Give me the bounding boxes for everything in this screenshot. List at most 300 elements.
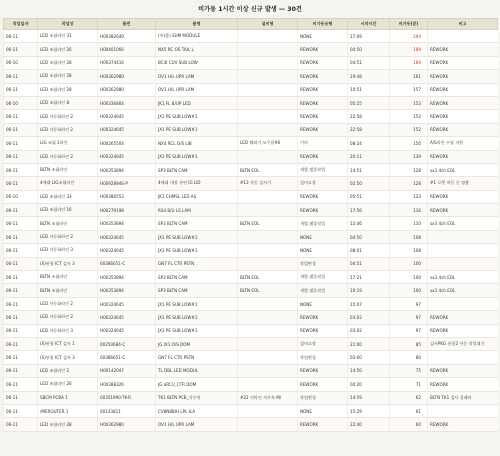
- cell-equip: #22 인라인 자우차 M/: [238, 391, 298, 404]
- cell-note: sx3 4ch EOL: [428, 271, 498, 284]
- cell-name: BC4I CUV SUB LOW: [156, 56, 238, 69]
- cell-date: 06-11: [4, 177, 38, 190]
- cell-date: 06-10: [4, 56, 38, 69]
- cell-name: NX4 RCL O/S LIB: [156, 137, 238, 150]
- cell-part: H00336804: [98, 96, 156, 109]
- cell-type: REWORK: [298, 311, 348, 324]
- table-row[interactable]: [4, 137, 498, 150]
- cell-mins: 97: [390, 297, 428, 310]
- cell-line: (S)통합 ICT 검사 3: [38, 351, 98, 364]
- cell-part: H00353894: [98, 217, 156, 230]
- cell-part: H00374416: [98, 56, 156, 69]
- cell-mins: 100: [390, 284, 428, 297]
- cell-name: GN7 FL CTR PSTN: [156, 257, 238, 270]
- cell-line: LED 조립라인 28: [38, 56, 98, 69]
- cell-type: 설비고장: [298, 337, 348, 350]
- cell-start: 14:50: [348, 364, 390, 377]
- table-row[interactable]: [4, 96, 498, 109]
- cell-type: NONE: [298, 244, 348, 257]
- cell-note: sx3 4ch EOL: [428, 217, 498, 230]
- cell-start: 15:29: [348, 404, 390, 417]
- cell-start: 05:51: [348, 190, 390, 203]
- cell-type: 작업변경: [298, 351, 348, 364]
- cell-equip: [238, 378, 298, 391]
- cell-date: 06-11: [4, 230, 38, 243]
- cell-name: JX1 PE SUB LOW#1: [156, 123, 238, 136]
- cell-mins: 97: [390, 324, 428, 337]
- cell-part: H00382649: [98, 30, 156, 43]
- cell-mins: 71: [390, 378, 428, 391]
- cell-date: 06-11: [4, 391, 38, 404]
- cell-name: JX1 PE SUB LOW#1: [156, 324, 238, 337]
- cell-type: 작업변경: [298, 257, 348, 270]
- cell-line: /MEROUTER 1: [38, 404, 98, 417]
- col-name-header[interactable]: 품명: [156, 19, 238, 30]
- cell-name: JK1 CHMSL LED AS: [156, 190, 238, 203]
- cell-mins: 61: [390, 404, 428, 417]
- cell-part: H00324645: [98, 244, 156, 257]
- cell-mins: 100: [390, 271, 428, 284]
- cell-mins: 189: [390, 43, 428, 56]
- cell-name: RS4 B/U LS LAM: [156, 204, 238, 217]
- cell-mins: 108: [390, 230, 428, 243]
- cell-equip: [238, 311, 298, 324]
- cell-equip: [238, 83, 298, 96]
- cell-type: NONE: [298, 230, 348, 243]
- cell-part: H00386553: [98, 190, 156, 203]
- cell-part: H00362980: [98, 83, 156, 96]
- cell-name: JX1 PE SUB LOW#1: [156, 110, 238, 123]
- cell-date: 06-11: [4, 70, 38, 83]
- cell-name: TL DBL LED MODUL: [156, 364, 238, 377]
- cell-line: BLTN 조립라인: [38, 163, 98, 176]
- table-row[interactable]: [4, 337, 498, 350]
- cell-part: H00324645: [98, 324, 156, 337]
- cell-type: 설비고장: [298, 177, 348, 190]
- table-row[interactable]: [4, 230, 498, 243]
- cell-note: REWORK: [428, 96, 498, 109]
- table-row[interactable]: [4, 150, 498, 163]
- cell-type: REWORK: [298, 324, 348, 337]
- cell-name: 4에대 내장 자연 IG LID: [156, 177, 238, 190]
- cell-date: 06-10: [4, 96, 38, 109]
- cell-note: 검사PKG 통합2 이동 작업대기: [428, 337, 498, 350]
- cell-start: 15:07: [348, 297, 390, 310]
- cell-note: REWORK: [428, 150, 498, 163]
- cell-part: 00351990-TK-R: [98, 391, 156, 404]
- cell-type: 개발.샘플작업: [298, 284, 348, 297]
- cell-equip: [238, 30, 298, 43]
- table-row[interactable]: [4, 83, 498, 96]
- cell-note: REWORK: [428, 364, 498, 377]
- cell-start: 04:51: [348, 257, 390, 270]
- cell-start: 20:11: [348, 150, 390, 163]
- cell-equip: BLTN EOL: [238, 284, 298, 297]
- cell-equip: [238, 150, 298, 163]
- cell-name: JX1 PE SUB LOW#1: [156, 244, 238, 257]
- cell-date: 06-11: [4, 404, 38, 417]
- cell-date: 06-11: [4, 271, 38, 284]
- cell-line: LED 조립라인 26: [38, 378, 98, 391]
- cell-note: [428, 230, 498, 243]
- cell-name: JK1 FL B/UP LED: [156, 96, 238, 109]
- cell-type: REWORK: [298, 96, 348, 109]
- cell-equip: [238, 364, 298, 377]
- cell-type: NONE: [298, 30, 348, 43]
- col-mins-header[interactable]: 비가동(분): [390, 19, 428, 30]
- cell-type: 기타: [298, 137, 348, 150]
- cell-type: REWORK: [298, 364, 348, 377]
- cell-mins: 139: [390, 150, 428, 163]
- table-row[interactable]: [4, 110, 498, 123]
- cell-part: H00324645: [98, 150, 156, 163]
- cell-start: 08:24: [348, 137, 390, 150]
- cell-line: LED 자동화라인 2: [38, 150, 98, 163]
- cell-note: REWORK: [428, 56, 498, 69]
- table-row[interactable]: [4, 297, 498, 310]
- cell-mins: 294: [390, 30, 428, 43]
- cell-equip: [238, 204, 298, 217]
- cell-mins: 60: [390, 418, 428, 431]
- cell-part: H00353894: [98, 284, 156, 297]
- col-date-header[interactable]: 작업일자: [4, 19, 38, 30]
- cell-date: 06-10: [4, 190, 38, 203]
- cell-line: LED 조립라인 16: [38, 204, 98, 217]
- cell-note: [428, 244, 498, 257]
- cell-mins: 62: [390, 391, 428, 404]
- cell-start: 14:51: [348, 163, 390, 176]
- cell-mins: 161: [390, 70, 428, 83]
- cell-name: JX1 PE SUB LOW#1: [156, 230, 238, 243]
- cell-part: H00265504: [98, 137, 156, 150]
- cell-name: JX1 PE SUB LOW#1: [156, 297, 238, 310]
- cell-equip: [238, 257, 298, 270]
- cell-date: 06-11: [4, 257, 38, 270]
- table-row[interactable]: [4, 43, 498, 56]
- cell-type: REWORK: [298, 110, 348, 123]
- col-equip-header[interactable]: 설비명: [238, 19, 298, 30]
- cell-note: REWORK: [428, 311, 498, 324]
- cell-name: CV8N8BIH LPL ILA: [156, 404, 238, 417]
- cell-name: SP3 BLTN CAM: [156, 284, 238, 297]
- cell-start: 02:50: [348, 177, 390, 190]
- cell-date: 06-11: [4, 297, 38, 310]
- cell-line: 4에대 LIG조립라인: [38, 177, 98, 190]
- cell-note: REWORK: [428, 204, 498, 217]
- cell-equip: [238, 351, 298, 364]
- cell-date: 06-11: [4, 150, 38, 163]
- cell-line: (S)통합 ICT 검사 1: [38, 337, 98, 350]
- cell-equip: [238, 96, 298, 109]
- col-part-header[interactable]: 품번: [98, 19, 156, 30]
- cell-equip: BLTN EOL: [238, 271, 298, 284]
- cell-line: LED 자동화라인 2: [38, 110, 98, 123]
- cell-date: 06-11: [4, 378, 38, 391]
- cell-line: LED 조립라인 28: [38, 418, 98, 431]
- cell-line: LED 조립라인 28: [38, 83, 98, 96]
- cell-start: 04:20: [348, 378, 390, 391]
- cell-name: JG IX1 O/S DOM: [156, 337, 238, 350]
- cell-start: 10:51: [348, 83, 390, 96]
- col-note-header[interactable]: 비고: [428, 19, 498, 30]
- cell-date: 06-11: [4, 364, 38, 377]
- cell-date: 06-11: [4, 217, 38, 230]
- col-start-header[interactable]: 시작시간: [348, 19, 390, 30]
- cell-part: H00324645: [98, 230, 156, 243]
- table-row[interactable]: [4, 56, 498, 69]
- table-row[interactable]: [4, 177, 498, 190]
- cell-note: [428, 257, 498, 270]
- cell-note: [428, 351, 498, 364]
- cell-line: LED 조립라인 2: [38, 364, 98, 377]
- table-row[interactable]: [4, 30, 498, 43]
- cell-note: REWORK: [428, 83, 498, 96]
- cell-line: BLTN 조립라인: [38, 271, 98, 284]
- cell-equip: [238, 123, 298, 136]
- cell-note: [428, 30, 498, 43]
- cell-equip: [238, 404, 298, 417]
- cell-name: NX5 RC OS TAIL L: [156, 43, 238, 56]
- table-row[interactable]: [4, 204, 498, 217]
- cell-line: LED 자동화라인 2: [38, 311, 98, 324]
- cell-date: 06-11: [4, 123, 38, 136]
- cell-line: LED 조립라인 33: [38, 190, 98, 203]
- cell-equip: BLTN EOL: [238, 163, 298, 176]
- cell-part: H00401066: [98, 43, 156, 56]
- col-type-header[interactable]: 비가동유형: [298, 19, 348, 30]
- cell-date: 06-11: [4, 337, 38, 350]
- cell-line: BLTN 조립라인: [38, 217, 98, 230]
- cell-type: REWORK: [298, 43, 348, 56]
- cell-name: SP3 BLTN CAM: [156, 217, 238, 230]
- cell-mins: 80: [390, 351, 428, 364]
- cell-start: 17:56: [348, 204, 390, 217]
- cell-part: H00324645: [98, 311, 156, 324]
- cell-part: H00353894: [98, 163, 156, 176]
- downtime-table: [3, 18, 498, 432]
- cell-date: 06-11: [4, 284, 38, 297]
- cell-line: LED 조립라인 28: [38, 70, 98, 83]
- cell-name: SP3 BLTN CAM: [156, 163, 238, 176]
- cell-mins: 153: [390, 96, 428, 109]
- cell-line: LED 자동화라인 2: [38, 123, 98, 136]
- cell-mins: 128: [390, 177, 428, 190]
- cell-line: SBCM PCBA 1: [38, 391, 98, 404]
- table-row[interactable]: [4, 404, 498, 417]
- cell-type: REWORK: [298, 83, 348, 96]
- cell-name: OV1 H/L UPR LAM: [156, 83, 238, 96]
- page-title: 비가동 1시간 이상 신규 발생 — 30건: [198, 6, 302, 13]
- cell-note: A/S라인 수납 지원: [428, 137, 498, 150]
- table-row[interactable]: [4, 378, 498, 391]
- cell-equip: [238, 43, 298, 56]
- cell-equip: [238, 337, 298, 350]
- table-row[interactable]: [4, 190, 498, 203]
- cell-line: LED 자동화라인 2: [38, 230, 98, 243]
- cell-start: 03:02: [348, 311, 390, 324]
- cell-equip: BLTN EOL: [238, 217, 298, 230]
- cell-date: 06-11: [4, 30, 38, 43]
- cell-start: 03:00: [348, 351, 390, 364]
- cell-start: 08:01: [348, 244, 390, 257]
- table-row[interactable]: [4, 257, 498, 270]
- cell-note: REWORK: [428, 378, 498, 391]
- cell-mins: 128: [390, 163, 428, 176]
- table-row[interactable]: [4, 271, 498, 284]
- cell-equip: [238, 230, 298, 243]
- table-row[interactable]: [4, 123, 498, 136]
- cell-note: #1 로봇 작동 중 멈춤: [428, 177, 498, 190]
- cell-date: 06-11: [4, 244, 38, 257]
- cell-mins: 85: [390, 337, 428, 350]
- cell-date: 06-11: [4, 204, 38, 217]
- cell-part: H00324645: [98, 297, 156, 310]
- cell-part: H00353894: [98, 271, 156, 284]
- cell-mins: 97: [390, 311, 428, 324]
- cell-start: 21:00: [348, 337, 390, 350]
- cell-date: 06-11: [4, 43, 38, 56]
- cell-type: REWORK: [298, 378, 348, 391]
- cell-note: REWORK: [428, 70, 498, 83]
- cell-line: LED 조립라인 26: [38, 43, 98, 56]
- cell-equip: [238, 70, 298, 83]
- cell-equip: [238, 297, 298, 310]
- cell-note: BLTN TK1 검사 질레마: [428, 391, 498, 404]
- cell-start: 14:59: [348, 391, 390, 404]
- table-header-row: [4, 19, 498, 30]
- cell-date: 06-11: [4, 311, 38, 324]
- cell-type: NONE: [298, 297, 348, 310]
- table-row[interactable]: [4, 418, 498, 431]
- table-row[interactable]: [4, 244, 498, 257]
- cell-start: 04:50: [348, 230, 390, 243]
- cell-type: REWORK: [298, 70, 348, 83]
- cell-type: 개발.샘플작업: [298, 217, 348, 230]
- cell-name: SP3 BLTN CAM: [156, 271, 238, 284]
- cell-mins: 108: [390, 244, 428, 257]
- cell-name: OV1 H/L UPR LAM: [156, 418, 238, 431]
- cell-type: REWORK: [298, 150, 348, 163]
- cell-type: 개발.샘플작업: [298, 271, 348, 284]
- cell-equip: [238, 418, 298, 431]
- cell-name: TK1 BLTN PCB_자우차: [156, 391, 238, 404]
- cell-type: 작업변경: [298, 391, 348, 404]
- cell-date: 06-11: [4, 83, 38, 96]
- table-body: [4, 30, 498, 432]
- col-line-header[interactable]: 작업장: [38, 19, 98, 30]
- cell-mins: 116: [390, 204, 428, 217]
- cell-equip: [238, 110, 298, 123]
- cell-equip: LED 해외기 모쿠쿨#6: [238, 137, 298, 150]
- table-row[interactable]: [4, 70, 498, 83]
- table-row[interactable]: [4, 364, 498, 377]
- cell-type: REWORK: [298, 418, 348, 431]
- cell-start: 04:51: [348, 56, 390, 69]
- cell-note: REWORK: [428, 110, 498, 123]
- cell-mins: 75: [390, 364, 428, 377]
- cell-part: H00388326: [98, 378, 156, 391]
- cell-start: 22:40: [348, 418, 390, 431]
- cell-part: 00250684-C: [98, 337, 156, 350]
- cell-part: H00928946-P: [98, 177, 156, 190]
- cell-equip: [238, 324, 298, 337]
- cell-type: 개발.샘플작업: [298, 163, 348, 176]
- cell-name: JX1 PE SUB LOW#1: [156, 311, 238, 324]
- cell-note: sx3 4ch EOL: [428, 163, 498, 176]
- table-row[interactable]: [4, 311, 498, 324]
- table-row[interactable]: [4, 217, 498, 230]
- cell-line: LED 조립라인 31: [38, 30, 98, 43]
- cell-date: 06-11: [4, 418, 38, 431]
- cell-equip: [238, 56, 298, 69]
- cell-type: REWORK: [298, 204, 348, 217]
- cell-note: [428, 297, 498, 310]
- cell-note: REWORK: [428, 324, 498, 337]
- cell-date: 06-11: [4, 163, 38, 176]
- cell-mins: 157: [390, 83, 428, 96]
- cell-mins: 152: [390, 110, 428, 123]
- cell-line: LED 자동화라인 3: [38, 244, 98, 257]
- table-row[interactable]: [4, 351, 498, 364]
- cell-part: H00279198: [98, 204, 156, 217]
- cell-line: BLTN 조립라인: [38, 284, 98, 297]
- cell-line: LIG 조립 1라인: [38, 137, 98, 150]
- cell-start: 10:19: [348, 284, 390, 297]
- cell-mins: 110: [390, 217, 428, 230]
- cell-start: 04:50: [348, 43, 390, 56]
- cell-part: H00362980: [98, 70, 156, 83]
- cell-equip: #13 자동 검사기: [238, 177, 298, 190]
- cell-start: 03:02: [348, 324, 390, 337]
- cell-name: GN7 FL CTR PSTN: [156, 351, 238, 364]
- cell-note: REWORK: [428, 43, 498, 56]
- cell-note: [428, 404, 498, 417]
- cell-part: 00386651-C: [98, 257, 156, 270]
- cell-date: 06-11: [4, 351, 38, 364]
- cell-start: 12:46: [348, 217, 390, 230]
- cell-type: REWORK: [298, 56, 348, 69]
- cell-start: 22:58: [348, 123, 390, 136]
- cell-line: (S)통합 ICT 검사 3: [38, 257, 98, 270]
- cell-equip: [238, 244, 298, 257]
- cell-type: REWORK: [298, 190, 348, 203]
- cell-note: REWORK: [428, 123, 498, 136]
- cell-start: 22:58: [348, 110, 390, 123]
- table-row[interactable]: [4, 391, 498, 404]
- cell-start: 17:09: [348, 30, 390, 43]
- cell-start: 05:25: [348, 96, 390, 109]
- cell-note: sx3 4ch EOL: [428, 284, 498, 297]
- cell-note: REWORK: [428, 418, 498, 431]
- cell-part: 00143811: [98, 404, 156, 417]
- table-row[interactable]: [4, 324, 498, 337]
- cell-name: JG aRCU_CTR DOM: [156, 378, 238, 391]
- cell-start: 17:21: [348, 271, 390, 284]
- cell-name: (주)좋) SUM MODULE: [156, 30, 238, 43]
- cell-date: 06-11: [4, 110, 38, 123]
- cell-date: 06-11: [4, 324, 38, 337]
- cell-date: 06-11: [4, 137, 38, 150]
- cell-type: REWORK: [298, 123, 348, 136]
- cell-part: H00324645: [98, 123, 156, 136]
- cell-start: 19:48: [348, 70, 390, 83]
- table-row[interactable]: [4, 163, 498, 176]
- cell-mins: 189: [390, 56, 428, 69]
- cell-part: 00386651-C: [98, 351, 156, 364]
- table-row[interactable]: [4, 284, 498, 297]
- cell-line: LED 조립라인 8: [38, 96, 98, 109]
- cell-line: LED 자동화라인 2: [38, 297, 98, 310]
